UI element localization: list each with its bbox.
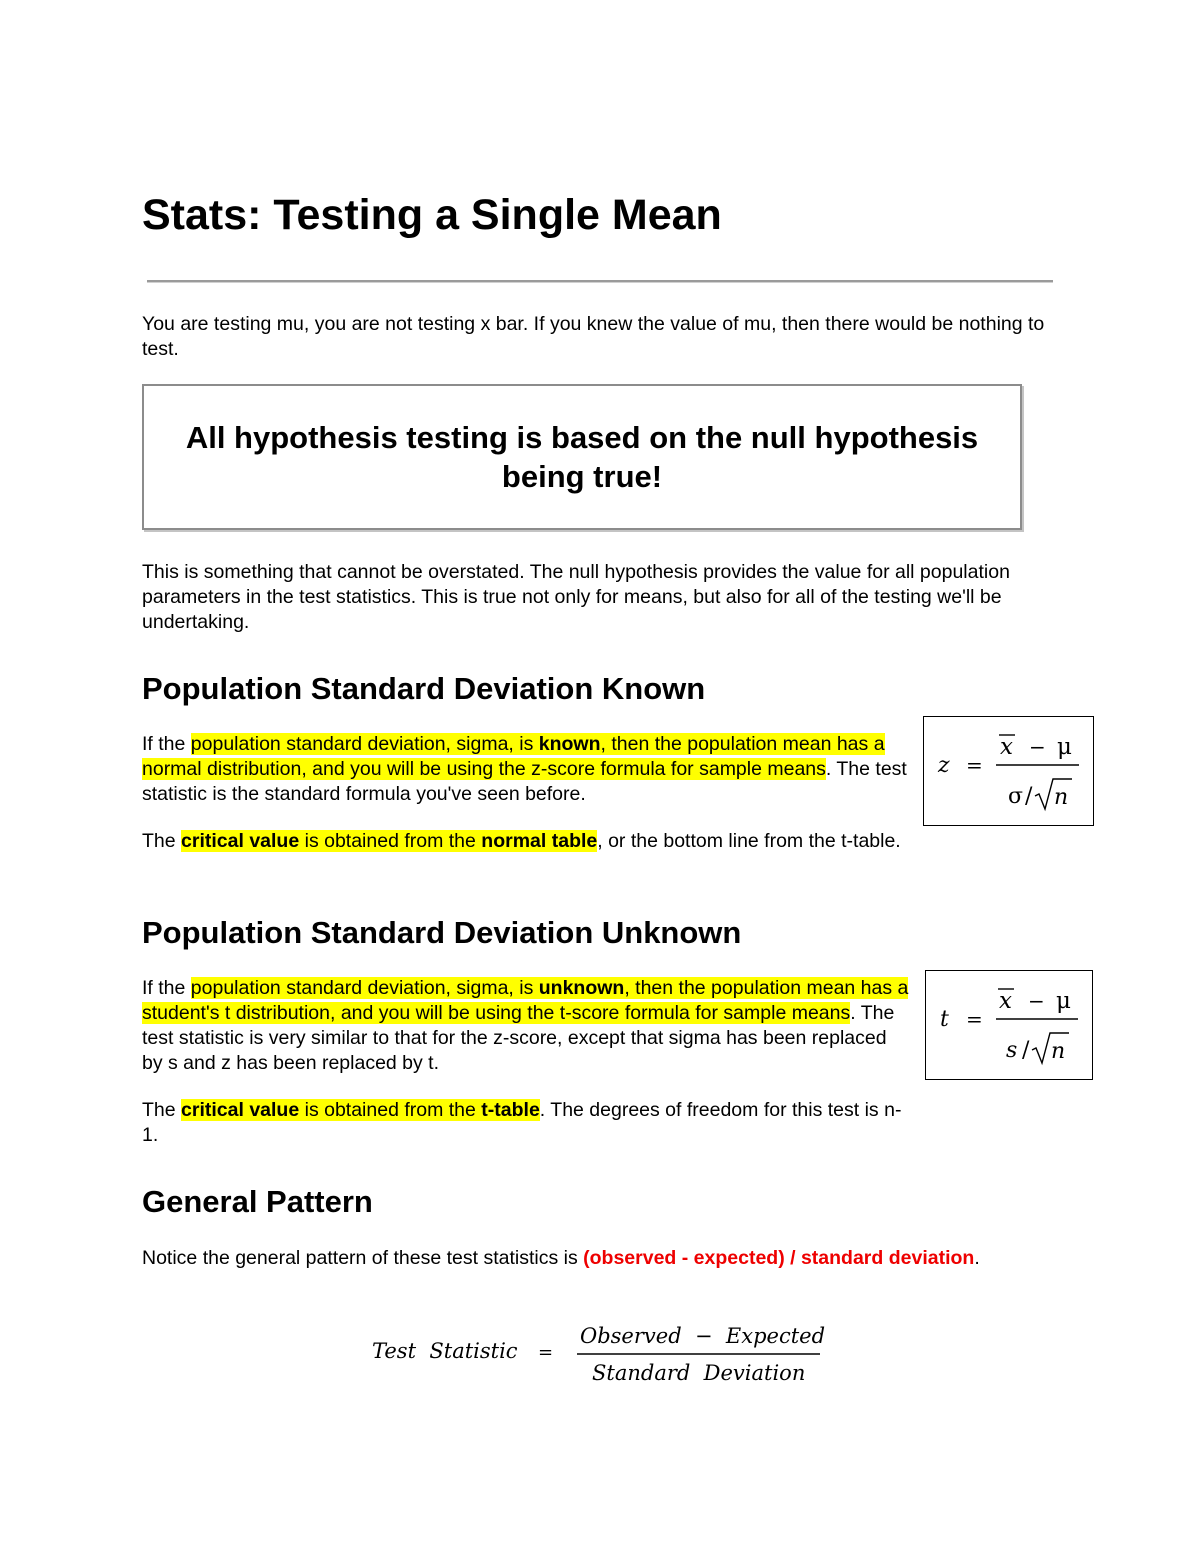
general-p-post: . — [974, 1247, 980, 1269]
known-critical-value: critical value — [181, 830, 300, 852]
known-p1-highlight-2: , then the population mean has a normal distribution, and you will be using the z-score formula for sample means — [142, 733, 885, 780]
unknown-p1-pre: If the — [142, 977, 191, 999]
known-keyword: known — [538, 733, 601, 755]
known-paragraph — [142, 732, 912, 807]
title-divider — [147, 280, 1053, 283]
s-symbol: s — [1006, 1038, 1018, 1063]
known-p1-pre: If the — [142, 733, 191, 755]
page-title: Stats: Testing a Single Mean — [142, 191, 722, 239]
known-p2-pre: The — [142, 830, 182, 852]
minus-sign: − — [1029, 735, 1046, 759]
known-p1-post: . The test statistic is the standard formula you've seen before. — [142, 758, 907, 805]
general-equals: = — [538, 1342, 554, 1363]
t-equals: = — [966, 1007, 983, 1031]
z-formula-box — [923, 716, 1094, 826]
z-formula — [924, 717, 1092, 824]
t-formula-box — [925, 970, 1093, 1080]
unknown-keyword: unknown — [538, 977, 625, 999]
known-p2-mid: is obtained from the — [299, 830, 482, 852]
known-p1-highlight-1: population standard deviation, sigma, is — [190, 733, 539, 755]
general-paragraph — [142, 1246, 992, 1271]
null-hypothesis-callout — [142, 384, 1022, 530]
t-minus-sign: − — [1028, 989, 1045, 1013]
unknown-paragraph — [142, 976, 912, 1076]
sigma-symbol: σ — [1008, 784, 1024, 809]
t-x-bar-symbol: x — [999, 988, 1012, 1014]
t-divide-slash: / — [1022, 1038, 1030, 1063]
divide-slash: / — [1025, 784, 1033, 809]
known-p2-post: , or the bottom line from the t-table. — [597, 830, 901, 852]
standard-deviation-denominator: Standard Deviation — [592, 1361, 806, 1385]
general-formula-svg — [360, 1316, 840, 1396]
unknown-p2-post: . The degrees of freedom for this test is n-1. — [142, 1099, 902, 1146]
unknown-critical-value: critical value — [181, 1099, 300, 1121]
mu-symbol: μ — [1057, 734, 1072, 760]
general-pattern-phrase: (observed - expected) / standard deviation — [583, 1247, 975, 1269]
known-critical-paragraph — [142, 829, 912, 854]
t-formula — [926, 971, 1091, 1078]
general-p-pre: Notice the general pattern of these test statistics is — [142, 1247, 584, 1269]
overstated-paragraph: This is something that cannot be overstated. The null hypothesis provides the value for all population parameters in the test statistics. This is true not only for means, but also for all of the testing we'll be undertaking. — [142, 561, 1010, 633]
z-equals: = — [966, 753, 983, 777]
unknown-critical-paragraph — [142, 1098, 912, 1148]
general-formula — [360, 1316, 840, 1396]
intro-paragraph: You are testing mu, you are not testing x bar. If you knew the value of mu, then there would be nothing to test. — [142, 313, 1045, 360]
t-symbol: t — [940, 1007, 949, 1032]
unknown-p1-highlight-1: population standard deviation, sigma, is — [190, 977, 539, 999]
unknown-p2-mid: is obtained from the — [299, 1099, 482, 1121]
z-symbol: z — [938, 753, 950, 778]
x-bar-symbol: x — [1000, 734, 1013, 760]
t-n-symbol: n — [1051, 1039, 1066, 1064]
t-mu-symbol: μ — [1056, 988, 1071, 1014]
t-table-term: t-table — [481, 1099, 540, 1121]
known-heading: Population Standard Deviation Known — [142, 671, 706, 706]
unknown-p1-post: . The test statistic is very similar to that for the z-score, except that sigma has been replaced by s and z has been replaced by t. — [142, 1002, 895, 1074]
callout-text: All hypothesis testing is based on the null hypothesis being true! — [185, 420, 979, 494]
test-statistic-label: Test Statistic — [372, 1339, 518, 1363]
unknown-p2-pre: The — [142, 1099, 182, 1121]
n-symbol: n — [1054, 785, 1069, 810]
unknown-p1-highlight-2: , then the population mean has a student's t distribution, and you will be using the t-score formula for sample means — [142, 977, 909, 1024]
normal-table-term: normal table — [481, 830, 598, 852]
observed-expected-numerator: Observed − Expected — [580, 1324, 826, 1348]
unknown-heading: Population Standard Deviation Unknown — [142, 915, 742, 950]
general-heading: General Pattern — [142, 1184, 373, 1219]
